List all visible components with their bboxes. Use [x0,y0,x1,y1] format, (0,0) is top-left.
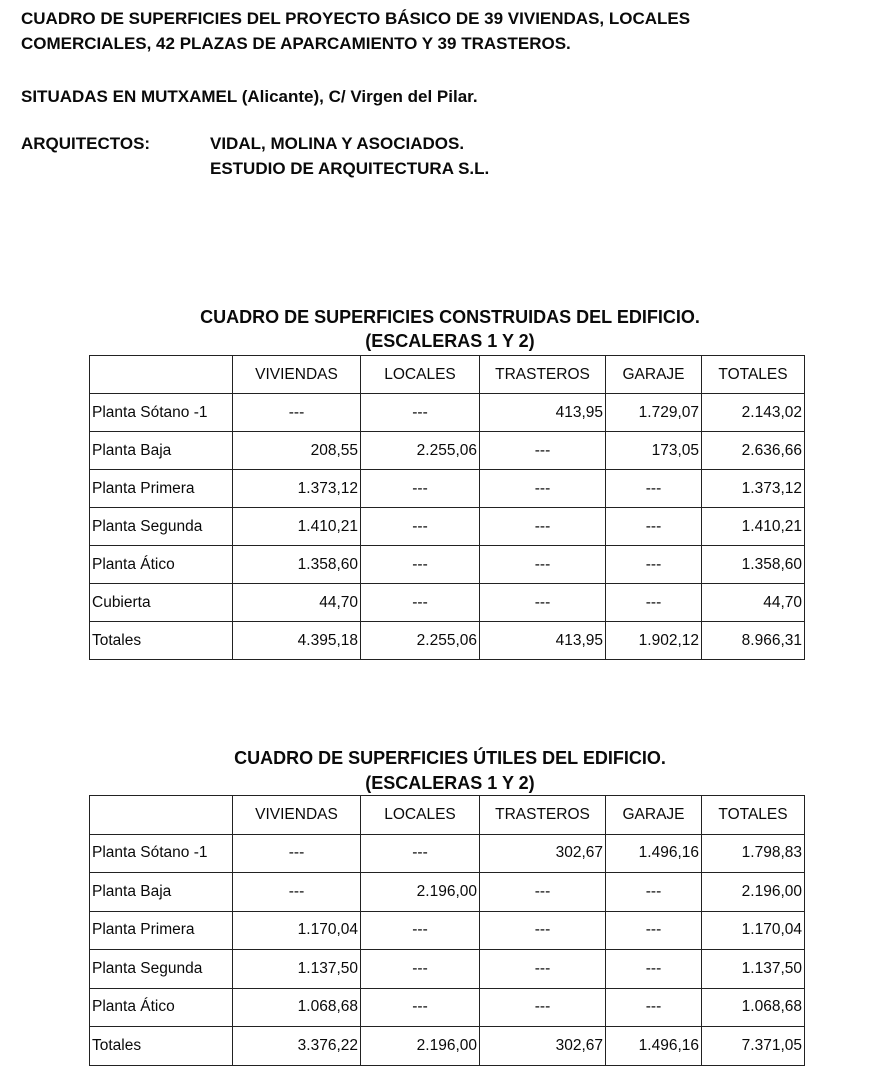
table-cell: --- [361,988,480,1027]
table-header-row [90,356,805,394]
column-header: GARAJE [606,356,702,394]
table-cell: 1.410,21 [702,508,805,546]
table-row [90,622,805,660]
row-label: Planta Sótano -1 [90,834,233,873]
location-text: SITUADAS EN MUTXAMEL (Alicante), C/ Virgen del Pilar. [21,87,478,106]
table-cell: --- [480,508,606,546]
column-header: TOTALES [702,356,805,394]
table-cell: 302,67 [480,834,606,873]
column-header: LOCALES [361,356,480,394]
table-cell: --- [233,394,361,432]
table-row [90,950,805,989]
architects-name-line-2: ESTUDIO DE ARQUITECTURA S.L. [210,159,490,178]
table-cell: --- [233,873,361,912]
header-blank-cell [90,796,233,835]
table-cell: 1.170,04 [233,911,361,950]
column-header: GARAJE [606,796,702,835]
column-header: VIVIENDAS [233,356,361,394]
table-cell: 1.729,07 [606,394,702,432]
table-cell: --- [361,470,480,508]
column-header: TRASTEROS [480,796,606,835]
table-row [90,584,805,622]
document-title-line-1: CUADRO DE SUPERFICIES DEL PROYECTO BÁSICO DE 39 VIVIENDAS, LOCALES [21,9,691,28]
table-cell: 1.373,12 [702,470,805,508]
row-label: Planta Segunda [90,950,233,989]
table-cell: --- [480,470,606,508]
column-header: TOTALES [702,796,805,835]
table-cell: --- [480,546,606,584]
table-row [90,432,805,470]
table-cell: 173,05 [606,432,702,470]
table-cell: 2.196,00 [361,873,480,912]
row-label: Planta Baja [90,432,233,470]
table-cell: 2.196,00 [702,873,805,912]
table-row [90,394,805,432]
table-cell: --- [480,950,606,989]
row-label: Planta Ático [90,546,233,584]
table-cell: 1.358,60 [233,546,361,584]
row-label: Planta Baja [90,873,233,912]
table-cell: --- [361,584,480,622]
table-cell: --- [361,546,480,584]
table-cell: --- [361,950,480,989]
table-cell: 7.371,05 [702,1027,805,1066]
table-cell: --- [606,584,702,622]
row-label: Planta Segunda [90,508,233,546]
table-cell: 44,70 [702,584,805,622]
row-label: Planta Ático [90,988,233,1027]
table-cell: --- [233,834,361,873]
row-label: Totales [90,1027,233,1066]
table-cell: 1.902,12 [606,622,702,660]
table-cell: 4.395,18 [233,622,361,660]
table-cell: 1.137,50 [702,950,805,989]
row-label: Totales [90,622,233,660]
table-row [90,470,805,508]
table-cell: 302,67 [480,1027,606,1066]
table-cell: --- [480,873,606,912]
table-cell: 2.636,66 [702,432,805,470]
column-header: LOCALES [361,796,480,835]
table-cell: --- [606,470,702,508]
table-cell: 1.137,50 [233,950,361,989]
table-cell: --- [606,988,702,1027]
table-cell: 1.358,60 [702,546,805,584]
table-cell: --- [361,394,480,432]
table-cell: 2.143,02 [702,394,805,432]
table-cell: 413,95 [480,622,606,660]
row-label: Cubierta [90,584,233,622]
table-cell: --- [361,508,480,546]
table-cell: --- [480,432,606,470]
table-cell: 2.255,06 [361,432,480,470]
table-row [90,546,805,584]
table-cell: 208,55 [233,432,361,470]
table-cell: 3.376,22 [233,1027,361,1066]
table-cell: --- [606,911,702,950]
table-cell: 1.373,12 [233,470,361,508]
table-cell: --- [480,584,606,622]
table-cell: --- [361,911,480,950]
built-area-table-subtitle: (ESCALERAS 1 Y 2) [365,331,535,351]
usable-area-table-title: CUADRO DE SUPERFICIES ÚTILES DEL EDIFICIO. [234,748,666,768]
table-cell: 1.410,21 [233,508,361,546]
table-cell: 1.068,68 [233,988,361,1027]
table-cell: 1.798,83 [702,834,805,873]
row-label: Planta Sótano -1 [90,394,233,432]
document-title-line-2: COMERCIALES, 42 PLAZAS DE APARCAMIENTO Y 39 TRASTEROS. [21,34,571,53]
table-row [90,988,805,1027]
column-header: TRASTEROS [480,356,606,394]
table-row [90,508,805,546]
table-cell: 1.496,16 [606,834,702,873]
header-blank-cell [90,356,233,394]
table-cell: --- [480,911,606,950]
table-cell: 413,95 [480,394,606,432]
table-row [90,911,805,950]
row-label: Planta Primera [90,911,233,950]
table-cell: --- [606,546,702,584]
row-label: Planta Primera [90,470,233,508]
usable-area-table [89,795,805,1066]
table-cell: --- [480,988,606,1027]
built-area-table [89,355,805,660]
built-area-table-title: CUADRO DE SUPERFICIES CONSTRUIDAS DEL EDIFICIO. [200,307,700,327]
table-cell: --- [361,834,480,873]
usable-area-table-subtitle: (ESCALERAS 1 Y 2) [365,773,535,793]
table-cell: 1.496,16 [606,1027,702,1066]
table-row [90,873,805,912]
table-cell: 2.196,00 [361,1027,480,1066]
table-row [90,1027,805,1066]
table-cell: --- [606,873,702,912]
table-cell: 1.068,68 [702,988,805,1027]
table-row [90,834,805,873]
column-header: VIVIENDAS [233,796,361,835]
table-header-row [90,796,805,835]
table-cell: 1.170,04 [702,911,805,950]
table-cell: 2.255,06 [361,622,480,660]
table-cell: 44,70 [233,584,361,622]
table-cell: 8.966,31 [702,622,805,660]
architects-name-line-1: VIDAL, MOLINA Y ASOCIADOS. [210,134,465,153]
table-cell: --- [606,508,702,546]
architects-label: ARQUITECTOS: [21,134,151,153]
table-cell: --- [606,950,702,989]
